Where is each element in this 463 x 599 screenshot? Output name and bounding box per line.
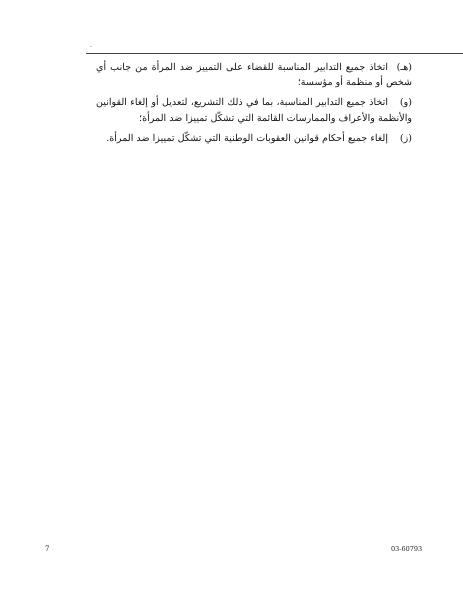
paragraph-z [96, 131, 412, 146]
page-number: 7 [45, 545, 50, 553]
paragraph-text: اتخاذ جميع التدابير المناسبة للقضاء على التمييز ضد المرأة من جانب أي شخص أو منظمة أو مؤسسة؛ [96, 62, 412, 89]
paragraph-text: إلغاء جميع أحكام قوانين العقوبات الوطنية التي تشكّل تمييزا ضد المرأة. [106, 132, 388, 144]
paragraph-h [96, 60, 412, 90]
paragraph-label: (ز) [399, 132, 412, 144]
document-code: 03-60793 [391, 545, 423, 553]
paragraph-label: (و) [399, 97, 412, 109]
header-rule [86, 53, 463, 54]
paragraph-text: اتخاذ جميع التدابير المناسبة، بما في ذلك التشريع، لتعديل أو إلغاء القوانين والأنظمة والأعراف والممارسات القائمة التي تشكّل تمييزا ضد المرأة؛ [96, 97, 412, 124]
header-mark: · [90, 44, 92, 51]
paragraph-label: (هـ) [396, 62, 412, 73]
body-text [96, 60, 412, 151]
paragraph-w [96, 95, 412, 125]
